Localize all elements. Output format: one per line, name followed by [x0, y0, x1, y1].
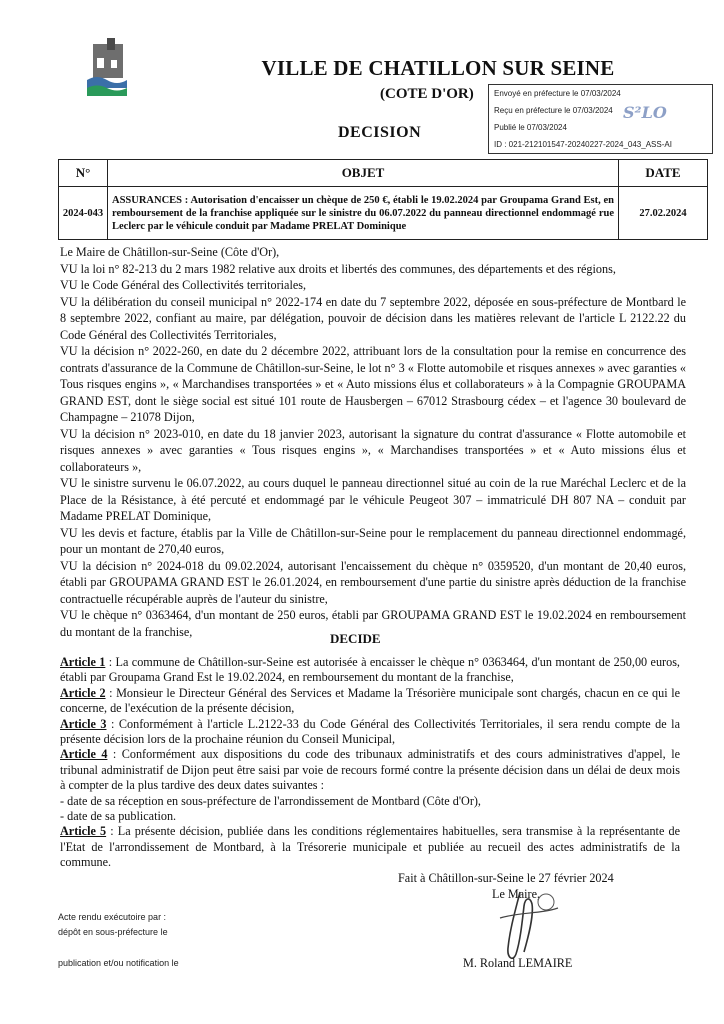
article-2 [60, 686, 680, 717]
slo-logo: S²LO [623, 103, 667, 122]
visa-line: VU le Code Général des Collectivités territoriales, [60, 278, 307, 292]
footer-line: publication et/ou notification le [58, 958, 179, 968]
article-text: : Monsieur le Directeur Général des Services et Madame la Trésorière municipale sont chargés, chacun en ce qui le concerne, de l'exécution de la présente décision, [60, 685, 680, 716]
visa-line: VU la délibération du conseil municipal n° 2022-174 en date du 7 septembre 2022, déposée en sous-préfecture de Montbard le 8 septembre 2022, confiant au maire, par délégation, pouvoir de décision dans les matières relevant de l'article L 2122.22 du Code Général des Collectivités Territoriales, [60, 294, 686, 342]
stamp-published: Publié le 07/03/2024 [494, 123, 567, 132]
decision-object: ASSURANCES : Autorisation d'encaisser un chèque de 250 €, établi le 19.02.2024 par Groupama Grand Est, en remboursement de la franchise appliquée sur le sinistre du 06.07.2022 du panneau directionnel endommagé rue Leclerc par le véhicule conduit par Madame PRELAT Dominique [108, 187, 619, 240]
visa-line: Le Maire de Châtillon-sur-Seine (Côte d'Or), [60, 245, 280, 259]
stamp-id: ID : 021-212101547-20240227-2024_043_ASS-AI [494, 140, 672, 149]
prefecture-stamp [488, 84, 713, 154]
decide-heading: DECIDE [330, 631, 381, 646]
visas-section [60, 244, 686, 640]
article-3 [60, 717, 680, 748]
decision-table [58, 159, 708, 240]
article-text: : La présente décision, publiée dans les conditions réglementaires habituelles, sera transmise à la représentante de l'Etat de l'arrondissement de Montbard, à la Trésorerie municipale et publiée au recueil des actes administratifs de la commune. [60, 824, 680, 870]
visa-line: VU la loi n° 82-213 du 2 mars 1982 relative aux droits et libertés des communes, des départements et des régions, [60, 261, 616, 276]
visa-line: VU la décision n° 2023-010, en date du 18 janvier 2023, autorisant la signature du contrat d'assurance « Flotte automobile et risques annexes » avec garanties « Tous risques engins », « Marchandises transportées » et « Auto missions élus et collaborateurs », [60, 426, 686, 474]
stamp-received: Reçu en préfecture le 07/03/2024 [494, 106, 613, 115]
visa-line: VU les devis et facture, établis par la Ville de Châtillon-sur-Seine pour le remplacement du panneau directionnel endommagé, pour un montant de 270,40 euros, [60, 525, 686, 556]
signatory-name: M. Roland LEMAIRE [463, 956, 573, 970]
visa-line: VU la décision n° 2022-260, en date du 2 décembre 2022, attribuant lors de la consultation pour la remise en concurrence des contrats d'assurance de la Commune de Châtillon-sur-Seine, le lot n° 3 « Flotte automobile et risques annexes » avec garanties « Tous risques engins », « Marchandises transportées » et « Auto missions élus et collaborateurs » à la Compagnie GROUPAMA GRAND EST, dont le siège social est situé 101 route de Hausbergen – 67012 Strasbourg cédex – et l'agence 30 boulevard de Champagne – 21078 Dijon, [60, 344, 686, 424]
decision-date: 27.02.2024 [619, 187, 708, 240]
article-label: Article 3 [60, 716, 107, 731]
article-text: : La commune de Châtillon-sur-Seine est autorisée à encaisser le chèque n° 0363464, d'un montant de 250,00 euros, établi par Groupama Grand Est le 19.02.2024, en remboursement du montant de la franchise, [60, 655, 680, 685]
footer-line: dépôt en sous-préfecture le [58, 927, 168, 937]
department-label: (COTE D'OR) [380, 86, 474, 102]
article-label: Article 4 [60, 747, 108, 762]
visa-line: VU le chèque n° 0363464, d'un montant de 250 euros, établi par GROUPAMA GRAND EST le 19.02.2024 en remboursement du montant de la franchise, [60, 608, 686, 639]
signature-place-date: Fait à Châtillon-sur-Seine le 27 février 2024 [398, 871, 614, 885]
footer-line: Acte rendu exécutoire par : [58, 912, 167, 922]
article-4-item: - date de sa publication. [60, 809, 177, 824]
article-4 [60, 747, 680, 793]
town-title: VILLE DE CHATILLON SUR SEINE [261, 56, 615, 80]
col-date-header: DATE [619, 160, 708, 187]
article-text: : Conformément à l'article L.2122-33 du Code Général des Collectivités Territoriales, il sera rendu compte de la présente décision lors de la prochaine réunion du Conseil Municipal, [60, 716, 680, 747]
articles-section [60, 655, 680, 871]
visa-line: VU la décision n° 2024-018 du 09.02.2024, autorisant l'encaissement du chèque n° 0359520, d'un montant de 20,40 euros, établi par GROUPAMA GRAND EST le 26.01.2024, en remboursement d'une partie du sinistre après déduction de la franchise contractuelle récupérable auprès de l'auteur du sinistre, [60, 558, 686, 606]
visa-line: VU le sinistre survenu le 06.07.2022, au cours duquel le panneau directionnel situé au coin de la rue Maréchal Leclerc et de la Place de la Résistance, à été percuté et endommagé par le véhicule Peugeot 307 – immatriculé DH 807 NA – conduit par Madame PRELAT Dominique, [60, 476, 686, 523]
article-text: : Conformément aux dispositions du code des tribunaux administratifs et des cours administratives d'appel, le tribunal administratif de Dijon peut être saisi par voie de recours formé contre la présente décision dans un délai de deux mois à compter de la plus tardive des deux dates suivantes : [60, 747, 680, 793]
article-4-item: - date de sa réception en sous-préfecture de l'arrondissement de Montbard (Côte d'Or), [60, 793, 481, 808]
signature-role: Le Maire, [492, 887, 541, 901]
article-5 [60, 824, 680, 870]
decision-number: 2024-043 [59, 187, 108, 240]
article-label: Article 2 [60, 685, 106, 700]
col-num-header: N° [59, 160, 108, 187]
article-label: Article 5 [60, 824, 107, 839]
article-label: Article 1 [60, 655, 106, 669]
article-1 [60, 655, 680, 686]
handwritten-signature [480, 888, 570, 966]
stamp-sent: Envoyé en préfecture le 07/03/2024 [494, 89, 621, 98]
city-logo [87, 38, 127, 98]
document-type: DECISION [338, 124, 422, 141]
col-object-header: OBJET [108, 160, 619, 187]
